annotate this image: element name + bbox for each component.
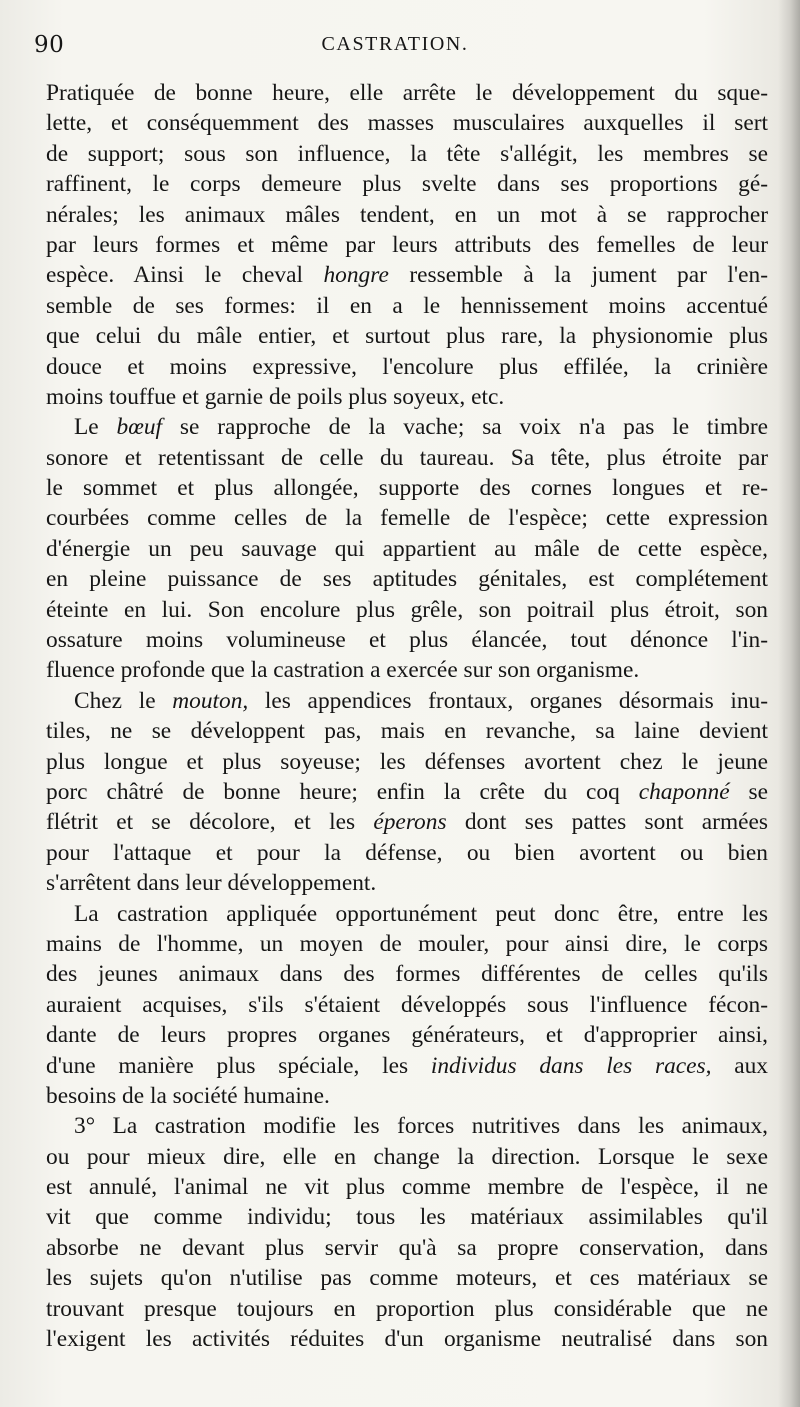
line-text: que celui du mâle entier, et surtout plus rare, la physionomie plus — [46, 323, 768, 350]
line-text: Chez le — [74, 687, 173, 714]
line-text: dont ses pattes sont armées — [446, 809, 768, 836]
line-text: semble de ses formes: il en a le hennissement moins accentué — [46, 292, 768, 319]
italic-term: hongre — [323, 262, 389, 289]
line-text: aux — [711, 1052, 768, 1079]
line-text: les appendices frontaux, organes désormais inu- — [248, 687, 768, 714]
line-text: en pleine puissance de ses aptitudes génitales, est complétement — [46, 566, 768, 593]
line-text: les sujets qu'on n'utilise pas comme moteurs, et ces matériaux se — [46, 1265, 768, 1292]
line-text: mains de l'homme, un moyen de mouler, pour ainsi dire, le corps — [46, 930, 768, 957]
line-text: dante de leurs propres organes générateurs, et d'approprier ainsi, — [46, 1022, 768, 1049]
text-line — [46, 1172, 768, 1202]
line-text: plus longue et plus soyeuse; les défenses avortent chez le jeune — [46, 748, 768, 775]
text-line — [46, 1081, 768, 1111]
text-line — [46, 1233, 768, 1263]
line-text: absorbe ne devant plus servir qu'à sa propre conservation, dans — [46, 1234, 768, 1261]
line-text: fluence profonde que la castration a exercée sur son organisme. — [46, 657, 640, 684]
text-line — [46, 899, 768, 929]
text-line — [46, 503, 768, 533]
text-line — [46, 78, 768, 108]
text-line — [46, 1020, 768, 1050]
text-line — [46, 230, 768, 260]
line-text: des jeunes animaux dans des formes différentes de celles qu'ils — [46, 961, 768, 988]
text-line — [46, 412, 768, 442]
text-line — [46, 1051, 768, 1081]
text-line — [46, 625, 768, 655]
line-text: lette, et conséquemment des masses musculaires auxquelles il sert — [46, 110, 768, 137]
line-text: s'arrêtent dans leur développement. — [46, 870, 377, 897]
text-line — [46, 291, 768, 321]
text-line — [46, 1294, 768, 1324]
page-header — [0, 32, 800, 62]
italic-term: éperons — [373, 809, 447, 836]
line-text: espèce. Ainsi le cheval — [46, 262, 324, 289]
italic-term: chaponné — [638, 778, 730, 805]
text-line — [46, 655, 768, 685]
line-text: sonore et retentissant de celle du taureau. Sa tête, plus étroite par — [46, 444, 768, 471]
line-text: vit que comme individu; tous les matériaux assimilables qu'il — [46, 1204, 768, 1231]
line-text: trouvant presque toujours en proportion plus considérable que ne — [46, 1295, 768, 1322]
line-text: 3° La castration modifie les forces nutritives dans les animaux, — [74, 1113, 768, 1140]
line-text: est annulé, l'animal ne vit plus comme membre de l'espèce, il ne — [46, 1174, 768, 1201]
italic-term: bœuf — [116, 414, 163, 441]
text-line — [46, 200, 768, 230]
italic-term: mouton, — [172, 687, 249, 714]
line-text: tiles, ne se développent pas, mais en revanche, sa laine devient — [46, 718, 768, 745]
text-line — [46, 959, 768, 989]
line-text: d'une manière plus spéciale, les — [46, 1052, 431, 1079]
line-text: ressemble à la jument par l'en- — [388, 262, 768, 289]
line-text: moins touffue et garnie de poils plus soyeux, etc. — [46, 383, 505, 410]
line-text: pour l'attaque et pour la défense, ou bien avortent ou bien — [46, 839, 768, 866]
text-line — [46, 868, 768, 898]
page-number: 90 — [34, 32, 65, 58]
text-line — [46, 473, 768, 503]
line-text: se rapproche de la vache; sa voix n'a pas le timbre — [162, 414, 768, 441]
text-line — [46, 352, 768, 382]
text-line — [46, 1142, 768, 1172]
line-text: auraient acquises, s'ils s'étaient développés sous l'influence fécon- — [46, 991, 768, 1018]
body-text — [46, 78, 768, 1354]
text-line — [46, 990, 768, 1020]
line-text: Le — [74, 414, 117, 441]
text-line — [46, 686, 768, 716]
text-line — [46, 838, 768, 868]
text-line — [46, 716, 768, 746]
text-line — [46, 260, 768, 290]
text-line — [46, 139, 768, 169]
line-text: éteinte en lui. Son encolure plus grêle, son poitrail plus étroit, son — [46, 596, 768, 623]
text-line — [46, 1263, 768, 1293]
text-line — [46, 595, 768, 625]
page-gutter-shadow — [778, 0, 800, 1407]
line-text: flétrit et se décolore, et les — [46, 809, 374, 836]
text-line — [46, 807, 768, 837]
line-text: besoins de la société humaine. — [46, 1082, 330, 1109]
text-line — [46, 1202, 768, 1232]
line-text: La castration appliquée opportunément peut donc être, entre les — [74, 900, 768, 927]
text-line — [46, 747, 768, 777]
text-line — [46, 564, 768, 594]
line-text: d'énergie un peu sauvage qui appartient au mâle de cette espèce, — [46, 535, 768, 562]
text-line — [46, 321, 768, 351]
text-line — [46, 1324, 768, 1354]
text-line — [46, 777, 768, 807]
line-text: ou pour mieux dire, elle en change la direction. Lorsque le sexe — [46, 1143, 768, 1170]
text-line — [46, 443, 768, 473]
line-text: raffinent, le corps demeure plus svelte dans ses proportions gé- — [46, 171, 768, 198]
line-text: ossature moins volumineuse et plus élancée, tout dénonce l'in- — [46, 627, 768, 654]
line-text: douce et moins expressive, l'encolure plus effilée, la crinière — [46, 353, 768, 380]
line-text: le sommet et plus allongée, supporte des cornes longues et re- — [46, 475, 768, 502]
running-title: CASTRATION. — [321, 33, 469, 55]
line-text: l'exigent les activités réduites d'un organisme neutralisé dans son — [46, 1326, 768, 1353]
line-text: Pratiquée de bonne heure, elle arrête le développement du sque- — [46, 80, 768, 106]
line-text: porc châtré de bonne heure; enfin la crête du coq — [46, 778, 639, 805]
italic-term: individus dans les races, — [430, 1052, 712, 1079]
line-text: par leurs formes et même par leurs attributs des femelles de leur — [46, 231, 768, 258]
line-text: courbées comme celles de la femelle de l'espèce; cette expression — [46, 505, 768, 532]
text-line — [46, 108, 768, 138]
text-line — [46, 929, 768, 959]
text-line — [46, 534, 768, 564]
text-line — [46, 169, 768, 199]
text-line — [46, 1111, 768, 1141]
text-line — [46, 382, 768, 412]
line-text: se — [729, 778, 768, 805]
line-text: de support; sous son influence, la tête s'allégit, les membres se — [46, 140, 768, 167]
line-text: nérales; les animaux mâles tendent, en un mot à se rapprocher — [46, 201, 768, 228]
